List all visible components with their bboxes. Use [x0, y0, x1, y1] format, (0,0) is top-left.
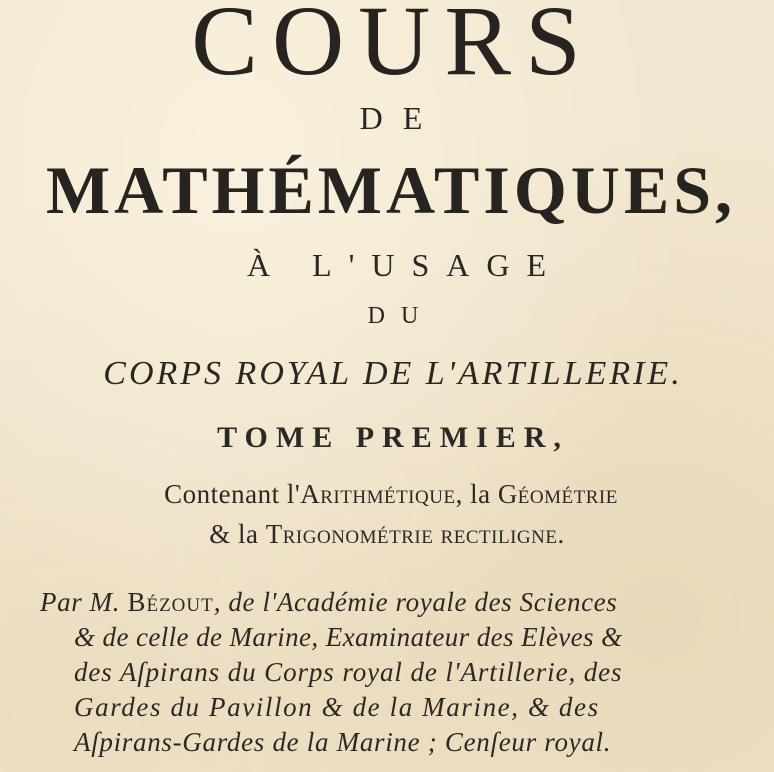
contents-prefix: Contenant l' — [164, 479, 301, 509]
volume-label: TOME PREMIER, — [217, 421, 569, 454]
author-line-5: Aſpirans-Gardes de la Marine ; Cenſeur royal. — [74, 727, 612, 757]
author-line-4: Gardes du Pavillon & de la Marine, & des — [74, 692, 600, 722]
author-affiliation: , de l'Académie royale des Sciences — [213, 587, 618, 617]
contents-geometrie: Géométrie — [497, 479, 618, 509]
author-line-3: des Aſpirans du Corps royal de l'Artillerie, des — [74, 657, 623, 687]
author-line-1 — [40, 584, 760, 620]
author-prefix: Par M. — [40, 587, 128, 617]
author-line-2: & de celle de Marine, Examinateur des Elèves & — [74, 622, 623, 652]
contents-line-2 — [0, 516, 774, 552]
title-usage: À L'USAGE — [246, 247, 564, 283]
author-name: Bézout — [127, 587, 214, 617]
contents-separator: , la — [455, 479, 498, 509]
intended-audience: CORPS ROYAL DE L'ARTILLERIE. — [103, 355, 683, 392]
book-title: COURS — [191, 0, 595, 96]
book-subject: MATHÉMATIQUES, — [45, 152, 737, 228]
title-connector-de: DE — [359, 100, 443, 136]
contents-arithmetique: Arithmétique — [300, 479, 456, 509]
contents-prefix-2: & la — [209, 519, 266, 549]
title-connector-du: DU — [367, 303, 435, 329]
contents-line-1 — [4, 476, 774, 512]
contents-trigonometrie: Trigonométrie rectiligne. — [265, 519, 565, 549]
